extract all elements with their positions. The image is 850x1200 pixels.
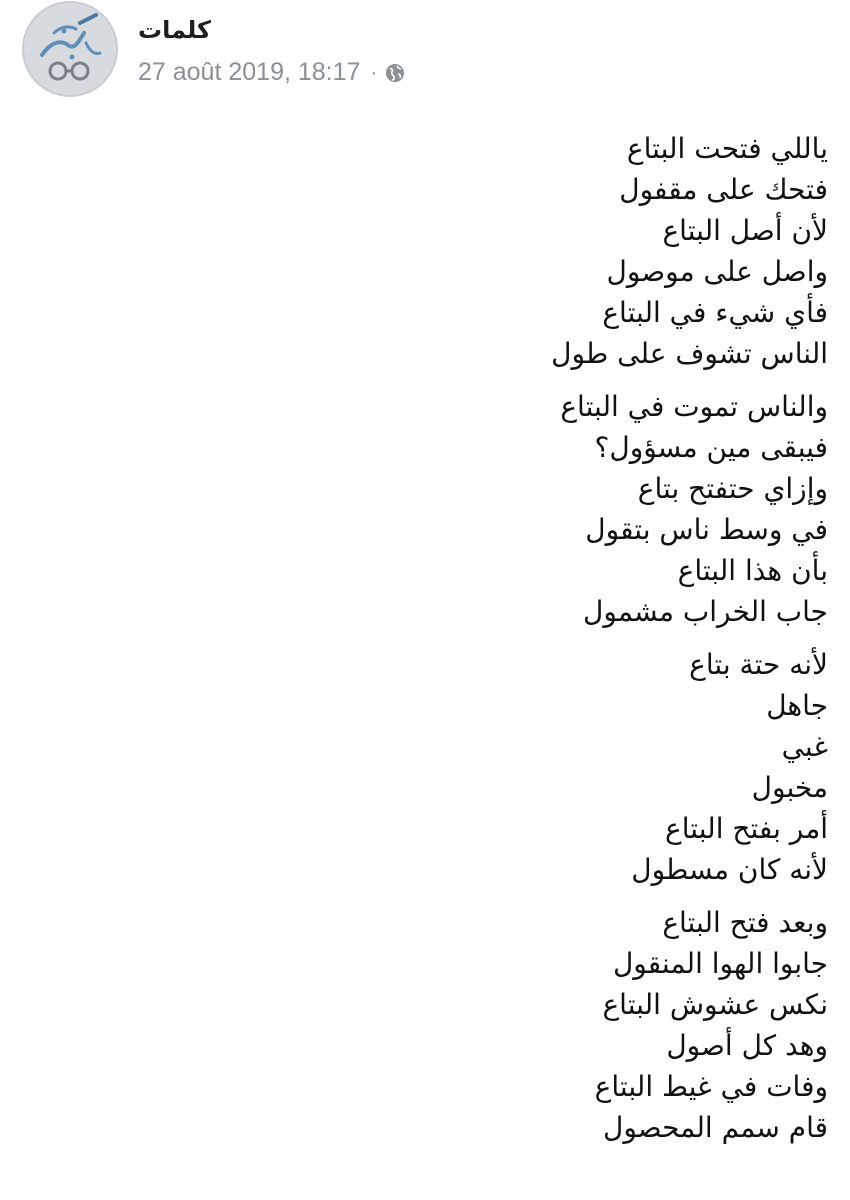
- verse-line: أمر بفتح البتاع: [665, 812, 828, 845]
- verse-line: جابوا الهوا المنقول: [612, 947, 828, 980]
- meta-separator: ·: [370, 61, 378, 84]
- calligraphy-logo-icon: [24, 3, 116, 95]
- verse-line: لأنه كان مسطول: [631, 853, 828, 886]
- verse-line: فأي شيء في البتاع: [602, 296, 828, 329]
- verse-line: لأنه حتة بتاع: [689, 648, 828, 681]
- verse-line: جاهل: [766, 689, 828, 722]
- verse-line: لأن أصل البتاع: [662, 214, 828, 247]
- verse-line: جاب الخراب مشمول: [583, 595, 828, 628]
- post-body: [68, 128, 828, 1160]
- verse-line: وفات في غيط البتاع: [594, 1070, 828, 1103]
- post-header: [0, 0, 850, 110]
- verse-line: بأن هذا البتاع: [677, 554, 828, 587]
- avatar[interactable]: [22, 1, 118, 97]
- verse-line: في وسط ناس بتقول: [585, 513, 828, 546]
- verse-line: ياللي فتحت البتاع: [626, 132, 828, 165]
- verse-line: نكس عشوش البتاع: [602, 988, 828, 1021]
- stanza: [68, 902, 828, 1148]
- stanza: [68, 644, 828, 890]
- verse-line: واصل على موصول: [606, 255, 828, 288]
- verse-line: وبعد فتح البتاع: [662, 906, 828, 939]
- stanza: [68, 128, 828, 374]
- verse-line: وهد كل أصول: [666, 1029, 828, 1062]
- verse-line: فيبقى مين مسؤول؟: [594, 431, 828, 464]
- verse-line: الناس تشوف على طول: [551, 337, 828, 370]
- author-name[interactable]: كلمات: [138, 16, 211, 44]
- stanza: [68, 386, 828, 632]
- post-meta: [138, 60, 405, 85]
- verse-line: قام سمم المحصول: [603, 1111, 828, 1144]
- verse-line: مخبول: [751, 771, 828, 804]
- globe-icon[interactable]: [385, 63, 405, 83]
- post-timestamp[interactable]: 27 août 2019, 18:17: [138, 58, 361, 86]
- verse-line: فتحك على مقفول: [619, 173, 828, 206]
- verse-line: والناس تموت في البتاع: [560, 390, 828, 423]
- verse-line: وإزاي حتفتح بتاع: [637, 472, 828, 505]
- verse-line: غبي: [781, 730, 828, 763]
